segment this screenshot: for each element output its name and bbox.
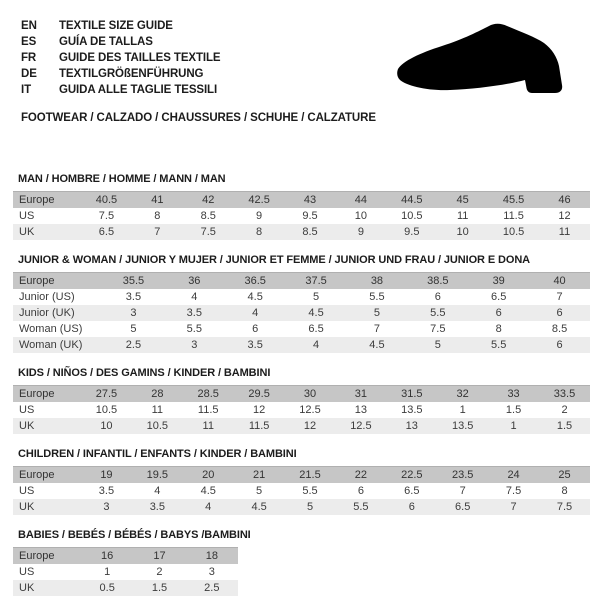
size-cell: 2	[539, 402, 590, 418]
size-cell: 8.5	[529, 321, 590, 337]
language-text: GUIDA ALLE TAGLIE TESSILI	[59, 84, 218, 96]
size-cell: 12.5	[335, 418, 386, 434]
size-section-man	[13, 173, 600, 240]
size-cell: 19.5	[132, 467, 183, 484]
row-label: Europe	[13, 273, 103, 290]
table-row-junior-woman-woman-us	[13, 321, 590, 337]
size-cell: 36	[164, 273, 225, 290]
size-cell: 7.5	[183, 224, 234, 240]
size-cell: 5	[286, 289, 347, 305]
size-cell: 18	[186, 548, 238, 565]
size-cell: 5	[285, 499, 336, 515]
size-cell: 38	[347, 273, 408, 290]
size-cell: 25	[539, 467, 590, 484]
table-row-children-uk	[13, 499, 590, 515]
size-cell: 7.5	[539, 499, 590, 515]
size-cell: 4.5	[286, 305, 347, 321]
size-cell: 11	[539, 224, 590, 240]
size-cell: 42.5	[234, 192, 285, 209]
size-cell: 5.5	[407, 305, 468, 321]
size-cell: 7	[488, 499, 539, 515]
table-row-man-us	[13, 208, 590, 224]
size-cell: 6	[529, 337, 590, 353]
table-row-kids-us	[13, 402, 590, 418]
size-cell: 5.5	[285, 483, 336, 499]
table-row-babies-us	[13, 564, 238, 580]
size-cell: 4	[225, 305, 286, 321]
size-cell: 1	[488, 418, 539, 434]
language-code: DE	[21, 68, 37, 80]
size-cell: 33.5	[539, 386, 590, 403]
row-label: Junior (UK)	[13, 305, 103, 321]
language-text: GUIDE DES TAILLES TEXTILE	[59, 52, 221, 64]
size-cell: 6.5	[386, 483, 437, 499]
language-code: IT	[21, 84, 32, 96]
row-label: US	[13, 483, 81, 499]
row-label: UK	[13, 580, 81, 596]
size-cell: 11.5	[488, 208, 539, 224]
size-cell: 37.5	[286, 273, 347, 290]
size-cell: 30	[285, 386, 336, 403]
size-cell: 13	[335, 402, 386, 418]
size-cell: 3	[81, 499, 132, 515]
size-cell: 3.5	[225, 337, 286, 353]
size-cell: 4	[183, 499, 234, 515]
table-row-junior-woman-europe	[13, 273, 590, 290]
size-cell: 5.5	[347, 289, 408, 305]
row-label: US	[13, 564, 81, 580]
size-cell: 22	[335, 467, 386, 484]
size-cell: 6.5	[81, 224, 132, 240]
size-cell: 5	[347, 305, 408, 321]
size-cell: 8	[132, 208, 183, 224]
size-cell: 6	[468, 305, 529, 321]
size-cell: 10.5	[386, 208, 437, 224]
size-cell: 7.5	[488, 483, 539, 499]
row-label: Woman (UK)	[13, 337, 103, 353]
size-cell: 13	[386, 418, 437, 434]
size-cell: 40	[529, 273, 590, 290]
section-title-children: CHILDREN / INFANTIL / ENFANTS / KINDER / BAMBINI	[18, 448, 297, 460]
size-cell: 5	[103, 321, 164, 337]
size-tables	[13, 173, 600, 596]
size-cell: 43	[285, 192, 336, 209]
size-cell: 44.5	[386, 192, 437, 209]
size-cell: 9.5	[386, 224, 437, 240]
size-cell: 39	[468, 273, 529, 290]
size-cell: 12	[285, 418, 336, 434]
section-title-junior-woman: JUNIOR & WOMAN / JUNIOR Y MUJER / JUNIOR ET FEMME / JUNIOR UND FRAU / JUNIOR E DONA	[18, 254, 531, 266]
language-text: GUÍA DE TALLAS	[59, 36, 153, 48]
table-row-man-europe	[13, 192, 590, 209]
table-row-junior-woman-woman-uk	[13, 337, 590, 353]
size-cell: 11.5	[234, 418, 285, 434]
size-cell: 1	[81, 564, 133, 580]
language-code: ES	[21, 36, 37, 48]
size-cell: 5	[407, 337, 468, 353]
size-cell: 21	[234, 467, 285, 484]
language-code: FR	[21, 52, 37, 64]
size-cell: 7.5	[81, 208, 132, 224]
row-label: Europe	[13, 467, 81, 484]
size-cell: 5	[234, 483, 285, 499]
size-cell: 11	[183, 418, 234, 434]
size-cell: 7	[132, 224, 183, 240]
size-cell: 2.5	[103, 337, 164, 353]
size-cell: 2	[133, 564, 185, 580]
size-cell: 1	[437, 402, 488, 418]
size-cell: 9	[335, 224, 386, 240]
size-cell: 28.5	[183, 386, 234, 403]
size-cell: 41	[132, 192, 183, 209]
size-cell: 6.5	[437, 499, 488, 515]
size-cell: 3	[103, 305, 164, 321]
size-cell: 13.5	[386, 402, 437, 418]
size-cell: 27.5	[81, 386, 132, 403]
row-label: US	[13, 402, 81, 418]
size-section-kids	[13, 367, 600, 434]
size-cell: 11	[132, 402, 183, 418]
size-cell: 11	[437, 208, 488, 224]
size-cell: 6	[386, 499, 437, 515]
size-cell: 21.5	[285, 467, 336, 484]
row-label: Europe	[13, 192, 81, 209]
size-cell: 4	[164, 289, 225, 305]
size-cell: 31.5	[386, 386, 437, 403]
size-table-man	[13, 191, 590, 240]
size-cell: 9	[234, 208, 285, 224]
size-cell: 12	[539, 208, 590, 224]
row-label: Europe	[13, 548, 81, 565]
section-title-man: MAN / HOMBRE / HOMME / MANN / MAN	[18, 173, 226, 185]
row-label: Woman (US)	[13, 321, 103, 337]
size-cell: 8	[539, 483, 590, 499]
size-cell: 5.5	[335, 499, 386, 515]
size-cell: 42	[183, 192, 234, 209]
size-cell: 8.5	[285, 224, 336, 240]
size-table-babies	[13, 547, 238, 596]
language-text: TEXTILGRÖßENFÜHRUNG	[59, 68, 204, 80]
size-cell: 9.5	[285, 208, 336, 224]
size-cell: 8	[468, 321, 529, 337]
table-row-children-us	[13, 483, 590, 499]
table-row-kids-uk	[13, 418, 590, 434]
size-cell: 10.5	[488, 224, 539, 240]
language-text: TEXTILE SIZE GUIDE	[59, 20, 173, 32]
row-label: UK	[13, 224, 81, 240]
size-table-junior-woman	[13, 272, 590, 353]
size-cell: 3	[164, 337, 225, 353]
size-cell: 1.5	[539, 418, 590, 434]
shoe-icon	[388, 12, 584, 106]
size-cell: 6	[335, 483, 386, 499]
size-cell: 1.5	[488, 402, 539, 418]
size-cell: 2.5	[186, 580, 238, 596]
size-cell: 36.5	[225, 273, 286, 290]
size-cell: 7.5	[407, 321, 468, 337]
size-cell: 4.5	[225, 289, 286, 305]
size-cell: 4.5	[234, 499, 285, 515]
size-cell: 23.5	[437, 467, 488, 484]
size-cell: 10.5	[81, 402, 132, 418]
size-cell: 3.5	[81, 483, 132, 499]
size-cell: 44	[335, 192, 386, 209]
size-cell: 7	[437, 483, 488, 499]
size-cell: 6	[225, 321, 286, 337]
category-line: FOOTWEAR / CALZADO / CHAUSSURES / SCHUHE / CALZATURE	[21, 112, 376, 124]
size-cell: 31	[335, 386, 386, 403]
size-cell: 29.5	[234, 386, 285, 403]
size-cell: 10.5	[132, 418, 183, 434]
size-section-children	[13, 448, 600, 515]
size-cell: 10	[335, 208, 386, 224]
table-row-kids-europe	[13, 386, 590, 403]
size-cell: 11.5	[183, 402, 234, 418]
size-cell: 28	[132, 386, 183, 403]
size-cell: 38.5	[407, 273, 468, 290]
size-cell: 7	[529, 289, 590, 305]
size-cell: 8.5	[183, 208, 234, 224]
size-cell: 22.5	[386, 467, 437, 484]
size-cell: 35.5	[103, 273, 164, 290]
size-cell: 40.5	[81, 192, 132, 209]
size-cell: 45.5	[488, 192, 539, 209]
size-cell: 3.5	[164, 305, 225, 321]
size-section-babies	[13, 529, 600, 596]
table-row-babies-uk	[13, 580, 238, 596]
size-cell: 20	[183, 467, 234, 484]
row-label: US	[13, 208, 81, 224]
size-cell: 12	[234, 402, 285, 418]
size-cell: 5.5	[468, 337, 529, 353]
table-row-babies-europe	[13, 548, 238, 565]
size-cell: 13.5	[437, 418, 488, 434]
size-section-junior-woman	[13, 254, 600, 353]
size-cell: 3.5	[103, 289, 164, 305]
size-cell: 10	[437, 224, 488, 240]
size-cell: 32	[437, 386, 488, 403]
size-cell: 1.5	[133, 580, 185, 596]
language-code: EN	[21, 20, 37, 32]
size-cell: 6	[529, 305, 590, 321]
size-cell: 12.5	[285, 402, 336, 418]
size-cell: 10	[81, 418, 132, 434]
row-label: Junior (US)	[13, 289, 103, 305]
size-cell: 4	[286, 337, 347, 353]
table-row-junior-woman-junior-uk	[13, 305, 590, 321]
size-cell: 6.5	[286, 321, 347, 337]
size-cell: 3	[186, 564, 238, 580]
size-cell: 0.5	[81, 580, 133, 596]
row-label: Europe	[13, 386, 81, 403]
size-cell: 5.5	[164, 321, 225, 337]
size-table-kids	[13, 385, 590, 434]
size-cell: 33	[488, 386, 539, 403]
size-cell: 45	[437, 192, 488, 209]
size-cell: 19	[81, 467, 132, 484]
size-cell: 4.5	[347, 337, 408, 353]
size-cell: 3.5	[132, 499, 183, 515]
section-title-babies: BABIES / BEBÉS / BÉBÉS / BABYS /BAMBINI	[18, 529, 251, 541]
section-title-kids: KIDS / NIÑOS / DES GAMINS / KINDER / BAMBINI	[18, 367, 271, 379]
row-label: UK	[13, 499, 81, 515]
size-cell: 7	[347, 321, 408, 337]
table-row-children-europe	[13, 467, 590, 484]
row-label: UK	[13, 418, 81, 434]
size-cell: 46	[539, 192, 590, 209]
table-row-junior-woman-junior-us	[13, 289, 590, 305]
size-cell: 6	[407, 289, 468, 305]
size-cell: 16	[81, 548, 133, 565]
size-cell: 8	[234, 224, 285, 240]
size-table-children	[13, 466, 590, 515]
size-cell: 24	[488, 467, 539, 484]
size-cell: 4.5	[183, 483, 234, 499]
size-cell: 17	[133, 548, 185, 565]
size-cell: 6.5	[468, 289, 529, 305]
size-cell: 4	[132, 483, 183, 499]
table-row-man-uk	[13, 224, 590, 240]
